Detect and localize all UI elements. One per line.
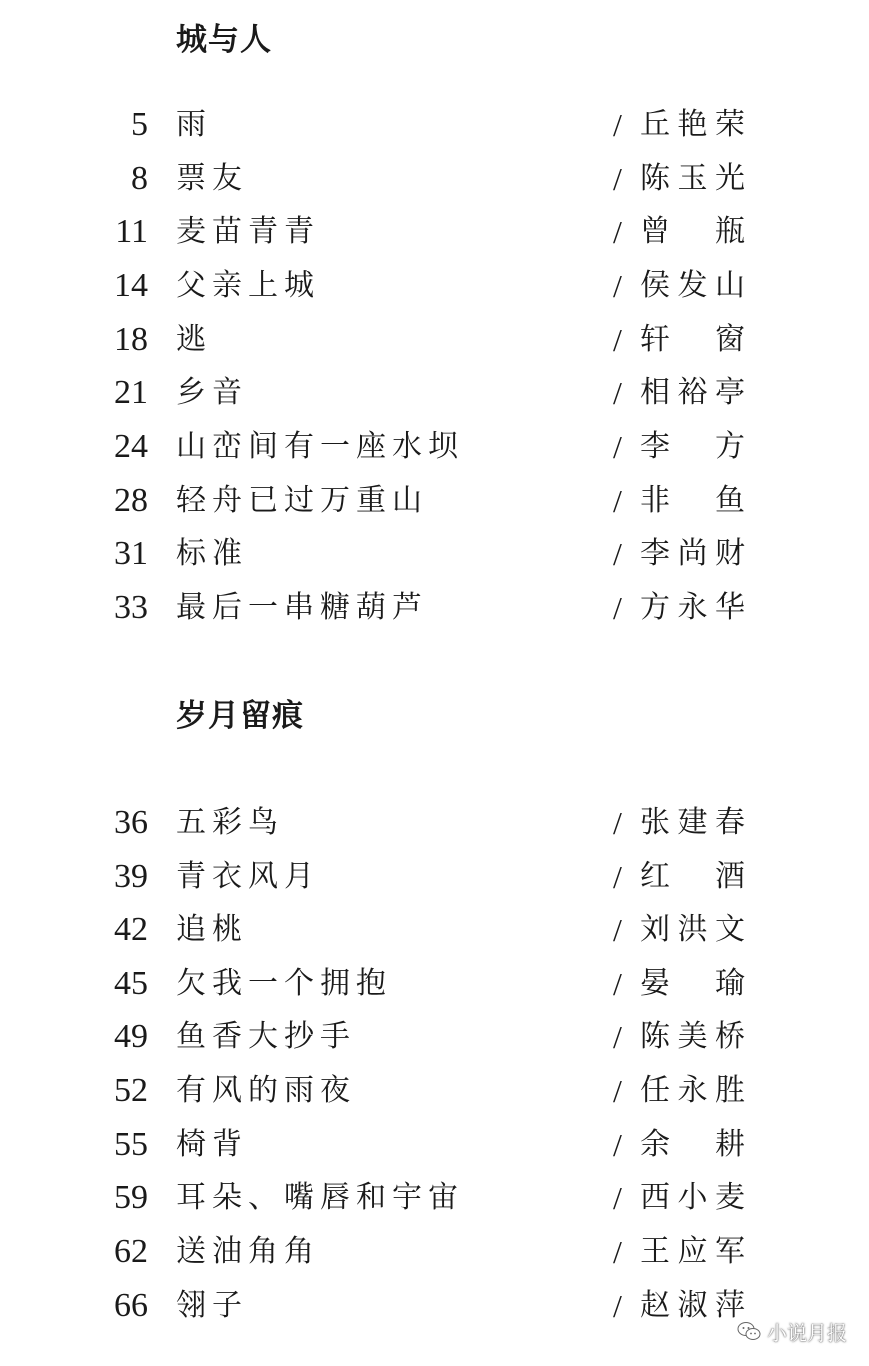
toc-entry [0,1017,869,1057]
watermark-text: 小说月报 [767,1321,847,1345]
toc-entry [0,588,869,628]
story-title: 鱼香大抄手 [176,1019,356,1054]
toc-entry [0,320,869,360]
toc-entry [0,481,869,521]
separator-slash: / [613,1180,622,1216]
page-number: 52 [114,1072,148,1109]
author-name: 相裕亭 [640,375,745,410]
toc-entry [0,1232,869,1272]
page-number: 18 [114,321,148,358]
separator-slash: / [613,1127,622,1163]
separator-slash: / [613,1073,622,1109]
author-name: 张建春 [640,805,745,840]
story-title: 耳朵、嘴唇和宇宙 [176,1180,464,1215]
author-name: 西小麦 [640,1180,745,1215]
story-title: 椅背 [176,1127,248,1162]
toc-entry [0,266,869,306]
page-number: 21 [114,374,148,411]
separator-slash: / [613,1288,622,1324]
separator-slash: / [613,1019,622,1055]
separator-slash: / [613,536,622,572]
page-number: 45 [114,965,148,1002]
separator-slash: / [613,375,622,411]
page-number: 11 [115,213,148,250]
separator-slash: / [613,322,622,358]
author-name: 陈美桥 [640,1019,745,1054]
author-name: 丘艳荣 [640,107,745,142]
separator-slash: / [613,161,622,197]
story-title: 欠我一个拥抱 [176,966,392,1001]
page-number: 55 [114,1126,148,1163]
page-number: 42 [114,911,148,948]
page-number: 36 [114,804,148,841]
page-number: 31 [114,535,148,572]
story-title: 送油角角 [176,1234,320,1269]
toc-entry [0,1178,869,1218]
author-name: 陈玉光 [640,161,745,196]
author-name: 非鱼 [640,483,745,518]
page-number: 5 [131,106,148,143]
story-title: 山峦间有一座水坝 [176,429,464,464]
page-number: 14 [114,267,148,304]
story-title: 雨 [176,107,212,142]
story-title: 青衣风月 [176,859,320,894]
toc-entry [0,857,869,897]
toc-entry [0,803,869,843]
story-title: 五彩鸟 [176,805,284,840]
page-number: 8 [131,160,148,197]
section-heading-1: 城与人 [176,22,272,58]
separator-slash: / [613,805,622,841]
page-number: 59 [114,1179,148,1216]
toc-entry [0,1071,869,1111]
author-name: 轩窗 [640,322,745,357]
page-number: 39 [114,858,148,895]
toc-entry [0,373,869,413]
story-title: 麦苗青青 [176,214,320,249]
separator-slash: / [613,268,622,304]
story-title: 票友 [176,161,248,196]
page-number: 66 [114,1287,148,1324]
toc-entry [0,105,869,145]
toc-entry [0,212,869,252]
page-number: 49 [114,1018,148,1055]
page-number: 62 [114,1233,148,1270]
author-name: 晏瑜 [640,966,745,1001]
author-name: 王应军 [640,1234,745,1269]
watermark [737,1317,847,1346]
story-title: 轻舟已过万重山 [176,483,428,518]
toc-entry [0,910,869,950]
author-name: 刘洪文 [640,912,745,947]
author-name: 李方 [640,429,745,464]
toc-entry [0,427,869,467]
author-name: 余耕 [640,1127,745,1162]
story-title: 标准 [176,536,248,571]
separator-slash: / [613,483,622,519]
toc-entry [0,1125,869,1165]
author-name: 曾瓶 [640,214,745,249]
author-name: 李尚财 [640,536,745,571]
separator-slash: / [613,214,622,250]
separator-slash: / [613,859,622,895]
page-number: 24 [114,428,148,465]
story-title: 逃 [176,322,212,357]
author-name: 方永华 [640,590,745,625]
story-title: 有风的雨夜 [176,1073,356,1108]
separator-slash: / [613,1234,622,1270]
author-name: 侯发山 [640,268,745,303]
story-title: 乡音 [176,375,248,410]
story-title: 翎子 [176,1288,248,1323]
separator-slash: / [613,429,622,465]
author-name: 赵淑萍 [640,1288,745,1323]
page-number: 33 [114,589,148,626]
story-title: 最后一串糖葫芦 [176,590,428,625]
toc-entry [0,534,869,574]
author-name: 任永胜 [640,1073,745,1108]
separator-slash: / [613,966,622,1002]
author-name: 红酒 [640,859,745,894]
separator-slash: / [613,107,622,143]
separator-slash: / [613,912,622,948]
page-number: 28 [114,482,148,519]
story-title: 追桃 [176,912,248,947]
story-title: 父亲上城 [176,268,320,303]
separator-slash: / [613,590,622,626]
section-heading-2: 岁月留痕 [176,698,304,734]
wechat-icon [737,1321,761,1343]
toc-entry [0,159,869,199]
toc-entry [0,964,869,1004]
